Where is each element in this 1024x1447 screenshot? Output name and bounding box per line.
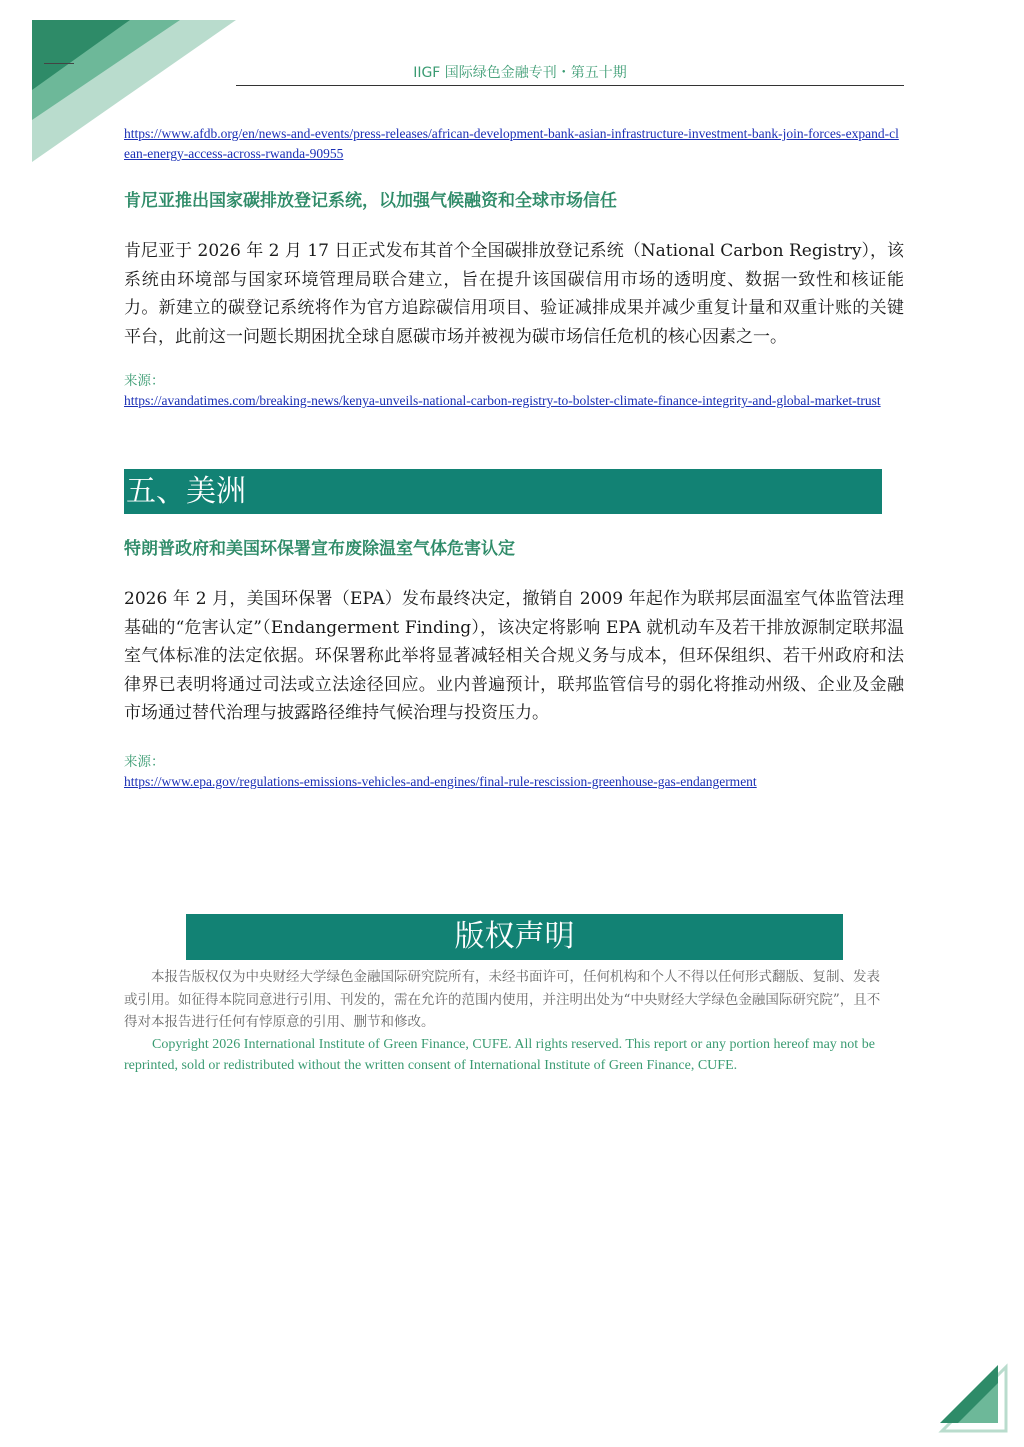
section-heading-americas: 五、美洲 bbox=[124, 469, 882, 514]
copyright-heading: 版权声明 bbox=[186, 914, 843, 960]
header-rule bbox=[236, 85, 904, 86]
kenya-article-title: 肯尼亚推出国家碳排放登记系统，以加强气候融资和全球市场信任 bbox=[124, 191, 617, 211]
page-header-title: IIGF 国际绿色金融专刊・第五十期 bbox=[413, 65, 627, 81]
corner-decoration-bottom bbox=[938, 1363, 1010, 1435]
copyright-notice-en: Copyright 2026 International Institute of Green Finance, CUFE. All rights reserved. This report or any portion hereof may not be reprinted, sold or redistributed without the written consent of International Institute of Green Finance, CUFE. bbox=[124, 1037, 875, 1073]
kenya-source-label: 来源： bbox=[124, 373, 165, 389]
epa-source-link[interactable]: https://www.epa.gov/regulations-emissions-vehicles-and-engines/final-rule-rescission-greenhouse-gas-endangerment bbox=[124, 773, 757, 789]
copyright-notice-cn: 本报告版权仅为中央财经大学绿色金融国际研究院所有，未经书面许可，任何机构和个人不得以任何形式翻版、复制、发表或引用。如征得本院同意进行引用、刊发的，需在允许的范围内使用，并注明出处为“中央财经大学绿色金融国际研究院”，且不得对本报告进行任何有悖原意的引用、删节和修改。 bbox=[124, 969, 881, 1030]
afdb-source-link[interactable]: https://www.afdb.org/en/news-and-events/press-releases/african-development-bank-asian-infrastructure-investment-bank-join-forces-expand-clean-energy-access-across-rwanda-90955 bbox=[124, 126, 899, 161]
header-dash bbox=[44, 63, 74, 64]
main-content bbox=[124, 124, 904, 792]
us-source-label: 来源： bbox=[124, 753, 165, 770]
us-article-title: 特朗普政府和美国环保署宣布废除温室气体危害认定 bbox=[124, 539, 515, 559]
kenya-source-link[interactable]: https://avandatimes.com/breaking-news/kenya-unveils-national-carbon-registry-to-bolster-climate-finance-integrity-and-global-market-trust bbox=[124, 393, 881, 408]
us-article-body: 2026 年 2 月，美国环保署（EPA）发布最终决定，撤销自 2009 年起作为联邦层面温室气体监管法理基础的“危害认定”（Endangerment Finding），该决定将影响 EPA 就机动车及若干排放源制定联邦温室气体标准的法定依据。环保署称此举将显著减轻相关合规义务与成本，但环保组织、若干州政府和法律界已表明将通过司法或立法途径回应。业内普遍预计，联邦监管信号的弱化将推动州级、企业及金融市场通过替代治理与披露路径维持气候治理与投资压力。 bbox=[124, 589, 904, 723]
kenya-article-body: 肯尼亚于 2026 年 2 月 17 日正式发布其首个全国碳排放登记系统（National Carbon Registry），该系统由环境部与国家环境管理局联合建立，旨在提升该国碳信用市场的透明度、数据一致性和核证能力。新建立的碳登记系统将作为官方追踪碳信用项目、验证减排成果并减少重复计量和双重计账的关键平台，此前这一问题长期困扰全球自愿碳市场并被视为碳市场信任危机的核心因素之一。 bbox=[124, 241, 904, 347]
